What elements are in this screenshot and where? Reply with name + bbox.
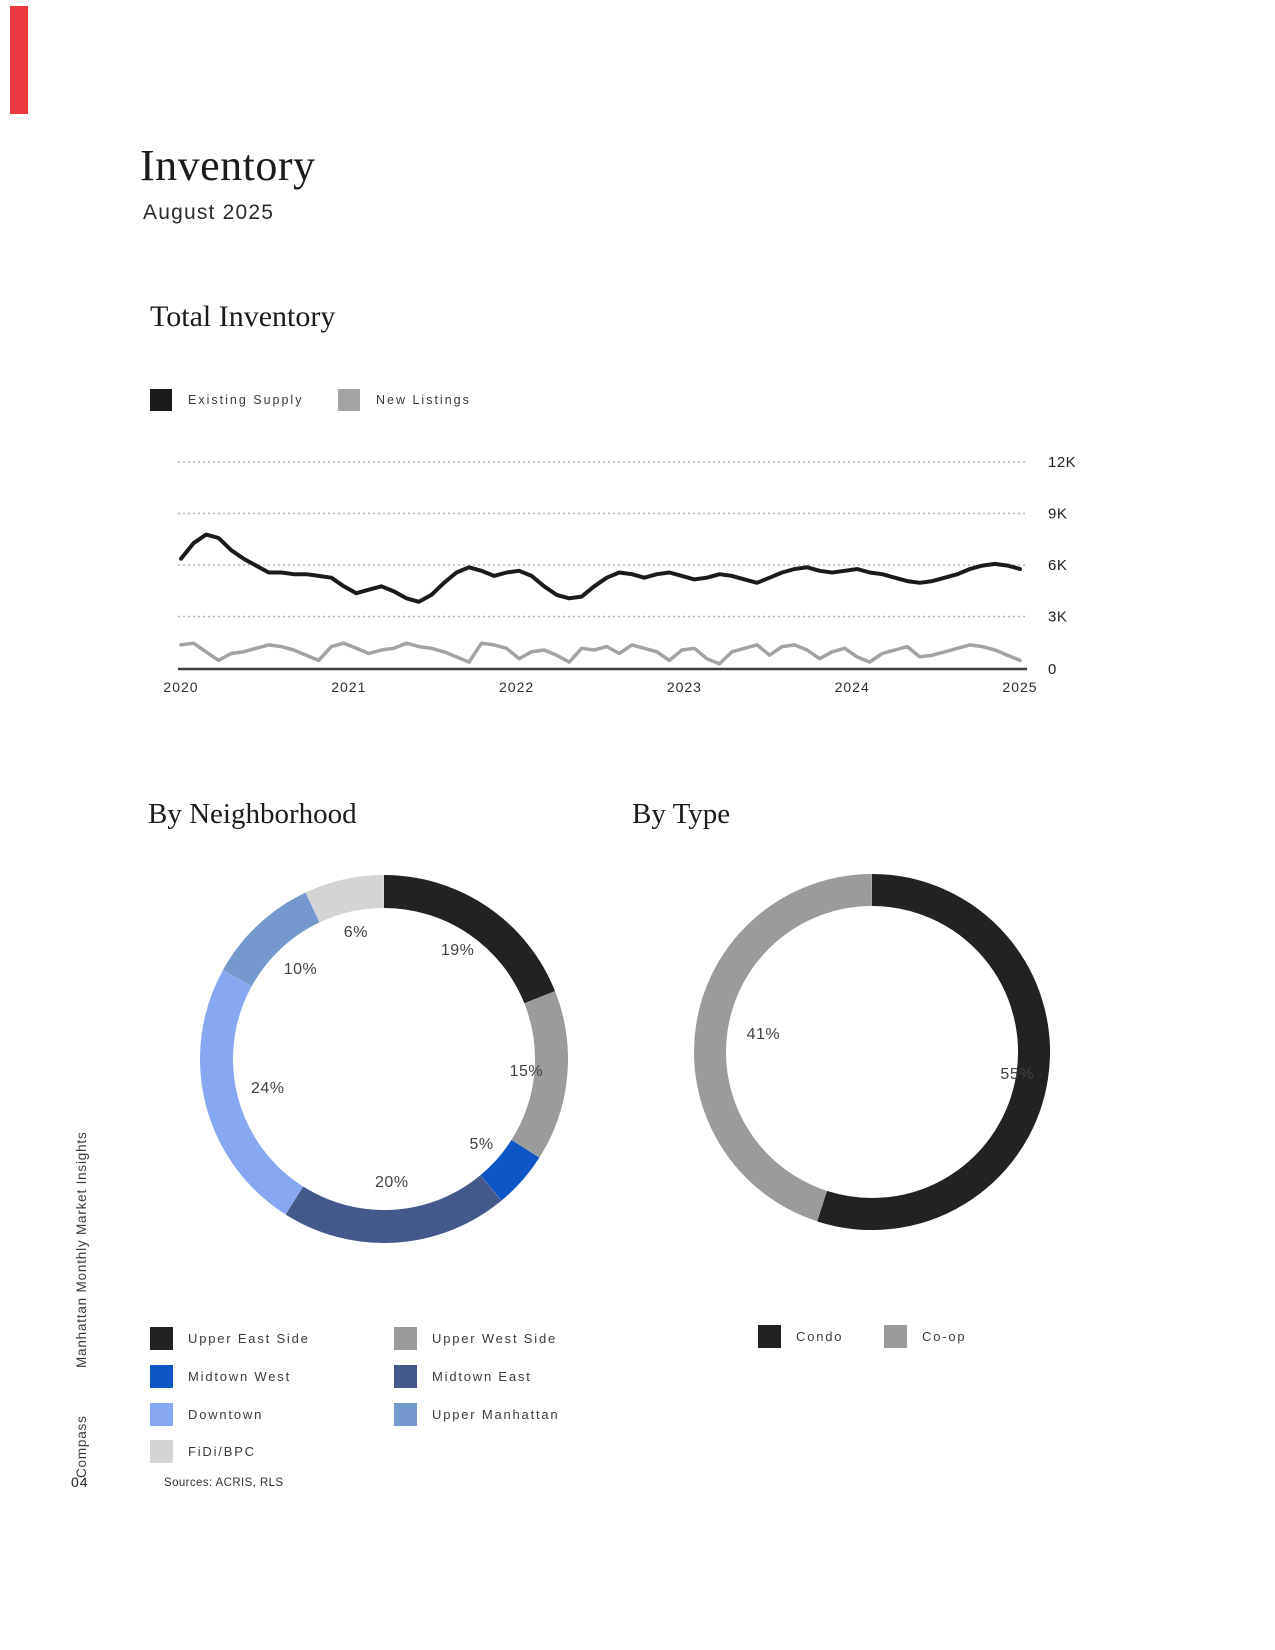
donut-label-downtown: 24%	[251, 1079, 285, 1097]
x-axis-tick-2023: 2023	[666, 679, 702, 695]
by-neighborhood-donut-chart	[200, 875, 568, 1243]
donut-label-co-op: 41%	[746, 1025, 781, 1043]
legend-swatch-upper-east-side	[150, 1327, 173, 1350]
y-axis-tick-0: 0	[1048, 661, 1057, 678]
x-axis-tick-2021: 2021	[331, 679, 367, 695]
sidebar-brand: Compass	[74, 1415, 89, 1478]
legend-item-new-listings	[338, 389, 471, 411]
legend-label-condo: Condo	[796, 1329, 844, 1344]
x-axis-tick-2024: 2024	[834, 679, 870, 695]
line-chart-svg	[160, 420, 1080, 700]
legend-swatch-downtown	[150, 1403, 173, 1426]
page-title: Inventory	[140, 141, 316, 190]
existing-supply-line	[181, 535, 1020, 602]
donut-segment-midtown-east	[294, 1188, 490, 1226]
legend-swatch-upper-west-side	[394, 1327, 417, 1350]
legend-item-upper-east-side	[150, 1327, 310, 1350]
section-heading-by-neighborhood: By Neighborhood	[148, 798, 357, 830]
legend-label-upper-west-side: Upper West Side	[432, 1331, 558, 1346]
donut-label-midtown-west: 5%	[469, 1135, 494, 1153]
x-axis-tick-2025: 2025	[1002, 679, 1038, 695]
donut-label-condo: 55%	[1000, 1065, 1034, 1083]
donut-segment-fidi-bpc	[313, 892, 384, 908]
legend-item-fidi-bpc	[150, 1440, 256, 1463]
legend-swatch-upper-manhattan	[394, 1403, 417, 1426]
donut-label-upper-east-side: 19%	[440, 941, 475, 959]
legend-label-co-op: Co-op	[922, 1329, 967, 1344]
x-axis-tick-2022: 2022	[499, 679, 535, 695]
page-subtitle: August 2025	[143, 201, 275, 224]
legend-label-fidi-bpc: FiDi/BPC	[188, 1444, 256, 1459]
legend-label-upper-manhattan: Upper Manhattan	[432, 1407, 560, 1422]
x-axis-tick-2020: 2020	[163, 679, 199, 695]
donut-segment-midtown-west	[491, 1149, 526, 1188]
legend-swatch-co-op	[884, 1325, 907, 1348]
donut-label-midtown-east: 20%	[375, 1173, 409, 1191]
legend-swatch-condo	[758, 1325, 781, 1348]
legend-swatch-fidi-bpc	[150, 1440, 173, 1463]
legend-item-midtown-west	[150, 1365, 291, 1388]
total-inventory-line-chart	[160, 420, 1080, 700]
by-type-donut-svg	[694, 874, 1050, 1230]
sidebar-report-title: Manhattan Monthly Market Insights	[74, 1131, 89, 1368]
legend-swatch-midtown-west	[150, 1365, 173, 1388]
y-axis-tick-9K: 9K	[1048, 505, 1068, 523]
y-axis-tick-12K: 12K	[1048, 454, 1077, 471]
accent-bar	[10, 6, 28, 114]
legend-swatch-new-listings	[338, 389, 360, 411]
legend-item-downtown	[150, 1403, 263, 1426]
donut-segment-co-op	[710, 890, 872, 1206]
page-number: 04	[71, 1474, 89, 1490]
section-heading-by-type: By Type	[632, 798, 731, 830]
legend-label-existing-supply: Existing Supply	[188, 393, 304, 407]
donut-label-upper-west-side: 15%	[509, 1063, 544, 1081]
section-heading-total-inventory: Total Inventory	[150, 300, 336, 333]
legend-label-new-listings: New Listings	[376, 393, 471, 407]
new-listings-line	[181, 643, 1020, 664]
legend-label-downtown: Downtown	[188, 1407, 264, 1422]
legend-item-midtown-east	[394, 1365, 532, 1388]
legend-item-condo	[758, 1325, 843, 1348]
legend-item-existing-supply	[150, 389, 303, 411]
legend-label-midtown-east: Midtown East	[432, 1369, 532, 1384]
legend-label-midtown-west: Midtown West	[188, 1369, 291, 1384]
sources-note: Sources: ACRIS, RLS	[164, 1477, 284, 1489]
by-type-donut-chart	[694, 874, 1050, 1230]
y-axis-tick-3K: 3K	[1048, 608, 1068, 626]
legend-label-upper-east-side: Upper East Side	[188, 1331, 310, 1346]
legend-item-upper-manhattan	[394, 1403, 559, 1426]
legend-swatch-midtown-east	[394, 1365, 417, 1388]
legend-item-co-op	[884, 1325, 966, 1348]
donut-label-fidi-bpc: 6%	[343, 924, 368, 942]
y-axis-tick-6K: 6K	[1048, 557, 1068, 574]
legend-swatch-existing-supply	[150, 389, 172, 411]
donut-label-upper-manhattan: 10%	[283, 961, 318, 979]
donut-segment-condo	[822, 890, 1034, 1214]
legend-item-upper-west-side	[394, 1327, 557, 1350]
